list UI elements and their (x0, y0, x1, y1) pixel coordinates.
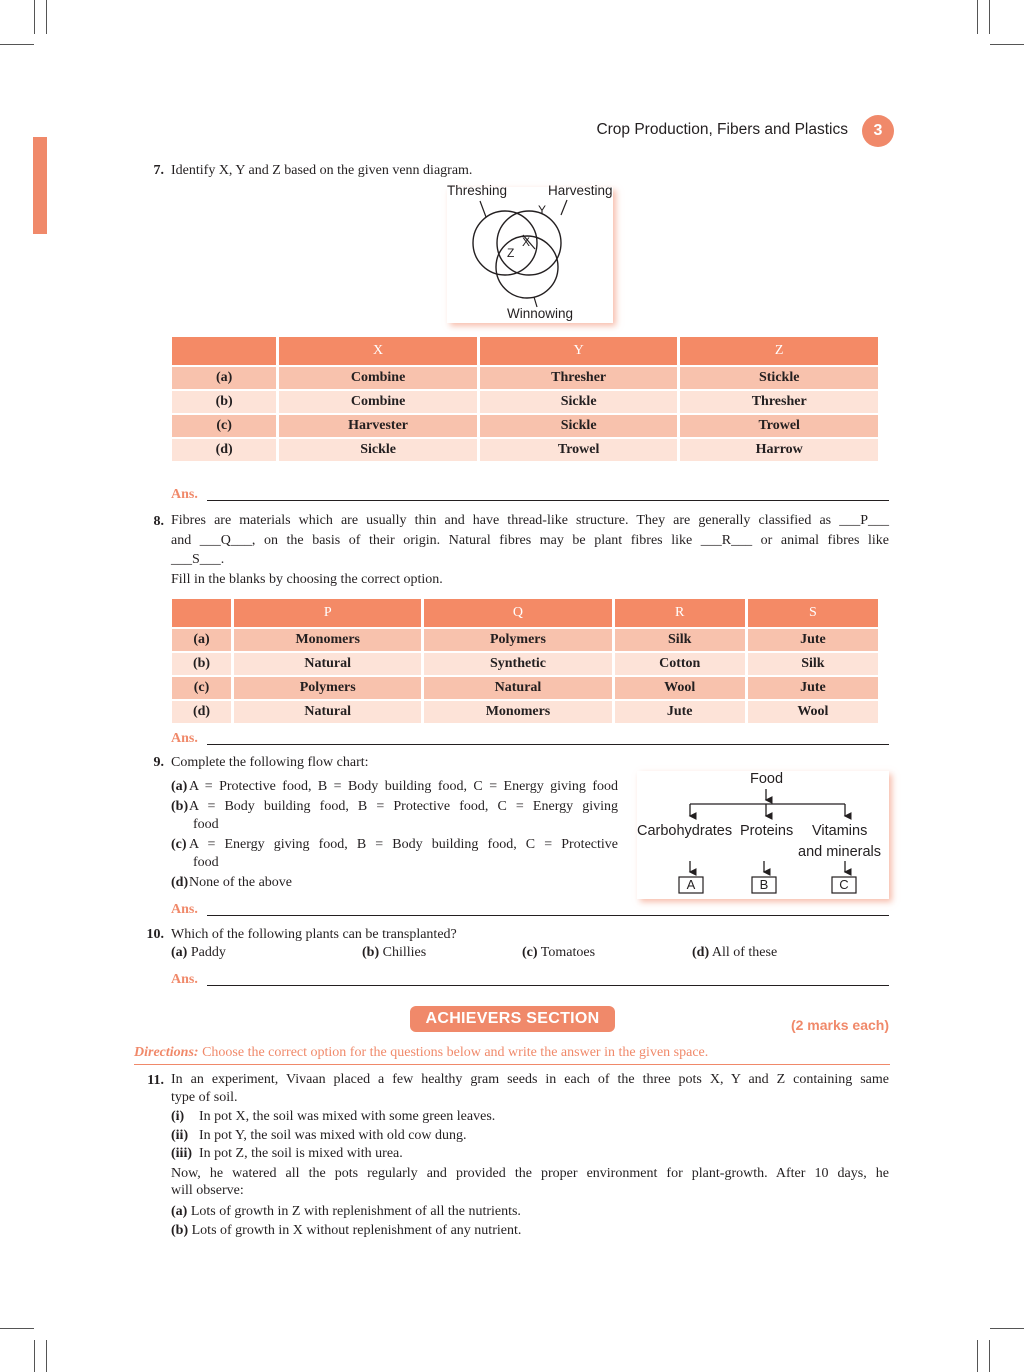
table-cell: Sickle (480, 391, 678, 413)
list-item (171, 1108, 889, 1126)
crop-mark (0, 44, 34, 45)
question-line: Fibres are materials which are usually thin and have thread-like structure. They are generally classified as ___P___ (171, 513, 889, 528)
crop-mark (977, 0, 978, 34)
table-header-row (172, 337, 878, 365)
option-text: Tomatoes (540, 945, 596, 960)
table-header-row (172, 599, 878, 627)
question-text: Which of the following plants can be transplanted? (171, 927, 457, 942)
item-text: In pot X, the soil was mixed with some green leaves. (199, 1109, 496, 1124)
crop-mark (990, 1328, 1024, 1329)
item-text: In pot Z, the soil is mixed with urea. (199, 1146, 403, 1161)
crop-mark (977, 1340, 978, 1372)
option-a[interactable] (171, 778, 618, 796)
option-label: (a) (171, 945, 188, 960)
table-header-cell (172, 599, 231, 627)
table-cell: (d) (172, 439, 276, 461)
table-cell: Combine (279, 367, 477, 389)
marks-note: (2 marks each) (790, 1017, 889, 1033)
option-label: (b) (171, 799, 189, 814)
table-row (172, 439, 878, 461)
venn-label-x: X (522, 235, 531, 249)
question-line: type of soil. (171, 1089, 238, 1105)
table-row (172, 701, 878, 723)
option-label: (d) (171, 875, 189, 890)
table-header-cell: Z (680, 337, 878, 365)
option-b[interactable] (362, 943, 426, 962)
table-cell: Stickle (680, 367, 878, 389)
option-label: (a) (171, 779, 188, 794)
directions (134, 1045, 708, 1061)
crop-mark (989, 1340, 990, 1372)
question-8-text (171, 511, 889, 589)
option-text: A = Body building food, B = Protective food, C = Energy giving (189, 799, 618, 814)
option-b[interactable] (171, 798, 618, 816)
option-label: (b) (362, 945, 380, 960)
flow-box-a: A (686, 877, 696, 892)
directions-text: Choose the correct option for the questions below and write the answer in the given space. (202, 1045, 709, 1060)
table-cell: Silk (615, 629, 745, 651)
option-text: Paddy (190, 945, 226, 960)
venn-diagram (447, 183, 613, 323)
crop-mark (34, 1340, 35, 1372)
option-text-cont: food (193, 817, 219, 832)
table-header-cell: P (234, 599, 421, 627)
table-row (172, 653, 878, 675)
venn-label-z: Z (507, 246, 515, 260)
table-cell: (c) (172, 415, 276, 437)
chapter-title: Crop Production, Fibers and Plastics (596, 121, 848, 138)
option-text: A = Energy giving food, B = Body building food, C = Protective (189, 837, 618, 852)
question-11 (171, 1071, 889, 1240)
table-header-cell: R (615, 599, 745, 627)
option-text: Lots of growth in Z with replenishment of all the nutrients. (190, 1203, 521, 1219)
option-b[interactable] (171, 1222, 889, 1240)
table-row (172, 367, 878, 389)
page-number-badge: 3 (862, 115, 894, 147)
table-cell: Sickle (279, 439, 477, 461)
question-number: 11. (147, 1073, 164, 1088)
flow-box-c: C (839, 877, 849, 892)
list-item (171, 1145, 889, 1163)
option-c[interactable] (171, 836, 618, 854)
crop-mark (0, 1328, 34, 1329)
flow-carbohydrates: Carbohydrates (637, 823, 733, 839)
table-cell: Jute (748, 677, 878, 699)
option-d[interactable] (171, 874, 618, 892)
option-c[interactable] (522, 943, 595, 962)
table-cell: Wool (748, 701, 878, 723)
table-cell: (a) (172, 367, 276, 389)
question-text: Identify X, Y and Z based on the given venn diagram. (171, 163, 473, 178)
item-text: In pot Y, the soil was mixed with old cow dung. (199, 1127, 467, 1143)
flow-proteins: Proteins (740, 823, 794, 839)
flow-box-b: B (759, 877, 769, 892)
item-label: (i) (171, 1109, 185, 1124)
crop-mark (34, 0, 35, 34)
question-line: Fill in the blanks by choosing the correct option. (171, 571, 443, 587)
table-cell: (b) (172, 653, 231, 675)
table-cell: Polymers (424, 629, 611, 651)
question-line: Now, he watered all the pots regularly and provided the proper environment for plant-growth. After 10 days, he (171, 1165, 889, 1181)
table-cell: Monomers (424, 701, 611, 723)
table-cell: Trowel (480, 439, 678, 461)
table-cell: Combine (279, 391, 477, 413)
directions-label: Directions: (134, 1045, 199, 1060)
table-cell: Harrow (680, 439, 878, 461)
table-row (172, 629, 878, 651)
table-row (172, 391, 878, 413)
question-text: Complete the following flow chart: (171, 755, 369, 770)
question-number: 7. (153, 163, 164, 178)
answer-line[interactable] (207, 500, 889, 501)
venn-label-winnowing: Winnowing (507, 306, 574, 321)
table-cell: Natural (234, 701, 421, 723)
option-a[interactable] (171, 1203, 889, 1221)
option-text: None of the above (189, 875, 293, 890)
venn-label-y: Y (538, 203, 547, 217)
answer-label: Ans. (171, 487, 198, 502)
answer-label: Ans. (171, 902, 198, 917)
table-cell: Silk (748, 653, 878, 675)
table-cell: Thresher (680, 391, 878, 413)
question-line: ___S___. (171, 552, 225, 567)
question-line: and ___Q___, on the basis of their origin. Natural fibres may be plant fibres like ___R___ or animal fibres like (171, 532, 889, 548)
table-row (172, 415, 878, 437)
question-line: In an experiment, Vivaan placed a few healthy gram seeds in each of the three pots X, Y and Z containing same (171, 1072, 889, 1087)
crop-mark (46, 0, 47, 34)
option-d[interactable] (692, 943, 777, 962)
side-accent-bar (33, 137, 47, 234)
section-title-badge: ACHIEVERS SECTION (410, 1006, 615, 1032)
table-cell: (b) (172, 391, 276, 413)
q8-options-table (169, 597, 881, 725)
table-header-cell (172, 337, 276, 365)
item-label: (ii) (171, 1127, 189, 1143)
flow-root: Food (750, 771, 784, 787)
table-cell: (a) (172, 629, 231, 651)
answer-label: Ans. (171, 731, 198, 746)
table-cell: Cotton (615, 653, 745, 675)
option-label: (a) (171, 1203, 188, 1219)
q7-options-table (169, 335, 881, 463)
q9-options (171, 778, 618, 892)
option-label: (c) (171, 837, 187, 852)
option-a[interactable] (171, 943, 226, 962)
table-cell: Natural (234, 653, 421, 675)
table-cell: Harvester (279, 415, 477, 437)
option-text-cont: food (193, 855, 219, 870)
table-cell: Thresher (480, 367, 678, 389)
table-cell: Wool (615, 677, 745, 699)
table-cell: Natural (424, 677, 611, 699)
table-row (172, 677, 878, 699)
flow-vitamins: Vitamins (812, 823, 868, 839)
answer-label: Ans. (171, 972, 198, 987)
answer-line[interactable] (207, 915, 889, 916)
list-item (171, 1127, 889, 1145)
question-line: will observe: (171, 1183, 244, 1198)
table-cell: Synthetic (424, 653, 611, 675)
crop-mark (46, 1340, 47, 1372)
venn-label-harvesting: Harvesting (548, 183, 613, 198)
question-number: 10. (146, 927, 164, 942)
table-cell: (c) (172, 677, 231, 699)
question-number: 9. (153, 755, 164, 770)
answer-line[interactable] (207, 985, 889, 986)
option-text: A = Protective food, B = Body building food, C = Energy giving food (189, 779, 618, 794)
option-label: (c) (522, 945, 538, 960)
option-text: Lots of growth in X without replenishment of any nutrient. (191, 1223, 522, 1238)
venn-label-threshing: Threshing (447, 183, 508, 198)
table-cell: Trowel (680, 415, 878, 437)
option-label: (d) (692, 945, 710, 960)
crop-mark (990, 44, 1024, 45)
flow-minerals: and minerals (798, 844, 882, 860)
table-cell: Monomers (234, 629, 421, 651)
table-header-cell: Q (424, 599, 611, 627)
table-cell: Polymers (234, 677, 421, 699)
directions-divider (134, 1064, 890, 1065)
option-text: Chillies (382, 945, 427, 960)
table-cell: (d) (172, 701, 231, 723)
answer-line[interactable] (207, 744, 889, 745)
option-label: (b) (171, 1223, 189, 1238)
option-text: All of these (711, 945, 778, 960)
table-header-cell: Y (480, 337, 678, 365)
crop-mark (989, 0, 990, 34)
item-label: (iii) (171, 1146, 192, 1161)
table-cell: Sickle (480, 415, 678, 437)
table-cell: Jute (615, 701, 745, 723)
table-header-cell: S (748, 599, 878, 627)
question-number: 8. (153, 514, 164, 529)
table-header-cell: X (279, 337, 477, 365)
food-flow-chart (637, 771, 889, 899)
table-cell: Jute (748, 629, 878, 651)
